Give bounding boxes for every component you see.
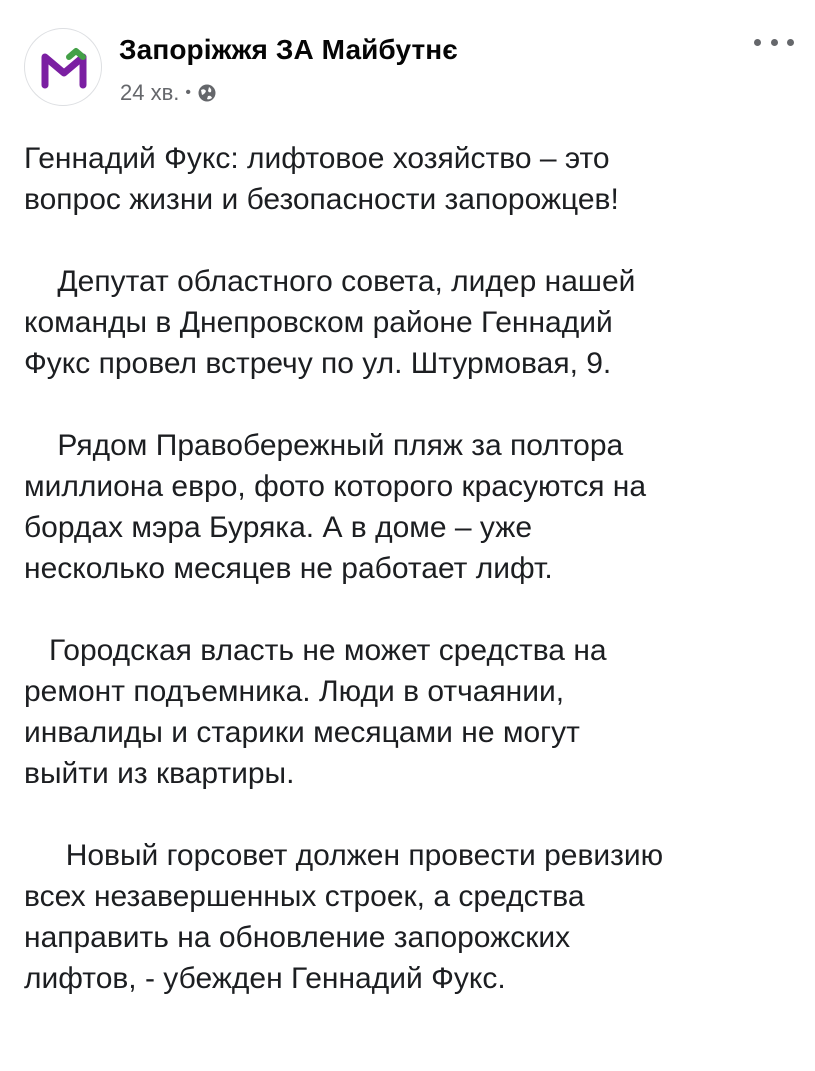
- post-paragraph: Новый горсовет должен провести ревизию всех незавершенных строек, а средства направить на обновление запорожских лифтов, - убежден Геннадий Фукс.: [24, 839, 664, 995]
- post-header: [24, 28, 794, 108]
- more-dot: [787, 39, 794, 46]
- post-body: [24, 138, 794, 999]
- post-time[interactable]: 24 хв.: [120, 80, 180, 105]
- post-meta: [120, 80, 217, 106]
- m-logo-icon: [39, 43, 89, 93]
- meta-separator: •: [185, 84, 191, 101]
- globe-icon[interactable]: [197, 83, 217, 103]
- post-paragraph: Геннадий Фукс: лифтовое хозяйство – это вопрос жизни и безопасности запорожцев!: [24, 142, 619, 216]
- page-avatar[interactable]: [24, 28, 102, 106]
- author-name[interactable]: Запоріжжя ЗА Майбутнє: [119, 34, 458, 65]
- more-dot: [771, 39, 778, 46]
- more-options-icon[interactable]: [754, 32, 794, 52]
- post-paragraph: Рядом Правобережный пляж за полтора миллиона евро, фото которого красуются на бордах мэра Буряка. А в доме – уже несколько месяцев не работает лифт.: [24, 429, 647, 585]
- post-paragraph: Городская власть не может средства на ремонт подъемника. Люди в отчаянии, инвалиды и старики месяцами не могут выйти из квартиры.: [24, 634, 607, 790]
- more-dot: [754, 39, 761, 46]
- post-paragraph: Депутат областного совета, лидер нашей команды в Днепровском районе Геннадий Фукс провел встречу по ул. Штурмовая, 9.: [24, 265, 636, 380]
